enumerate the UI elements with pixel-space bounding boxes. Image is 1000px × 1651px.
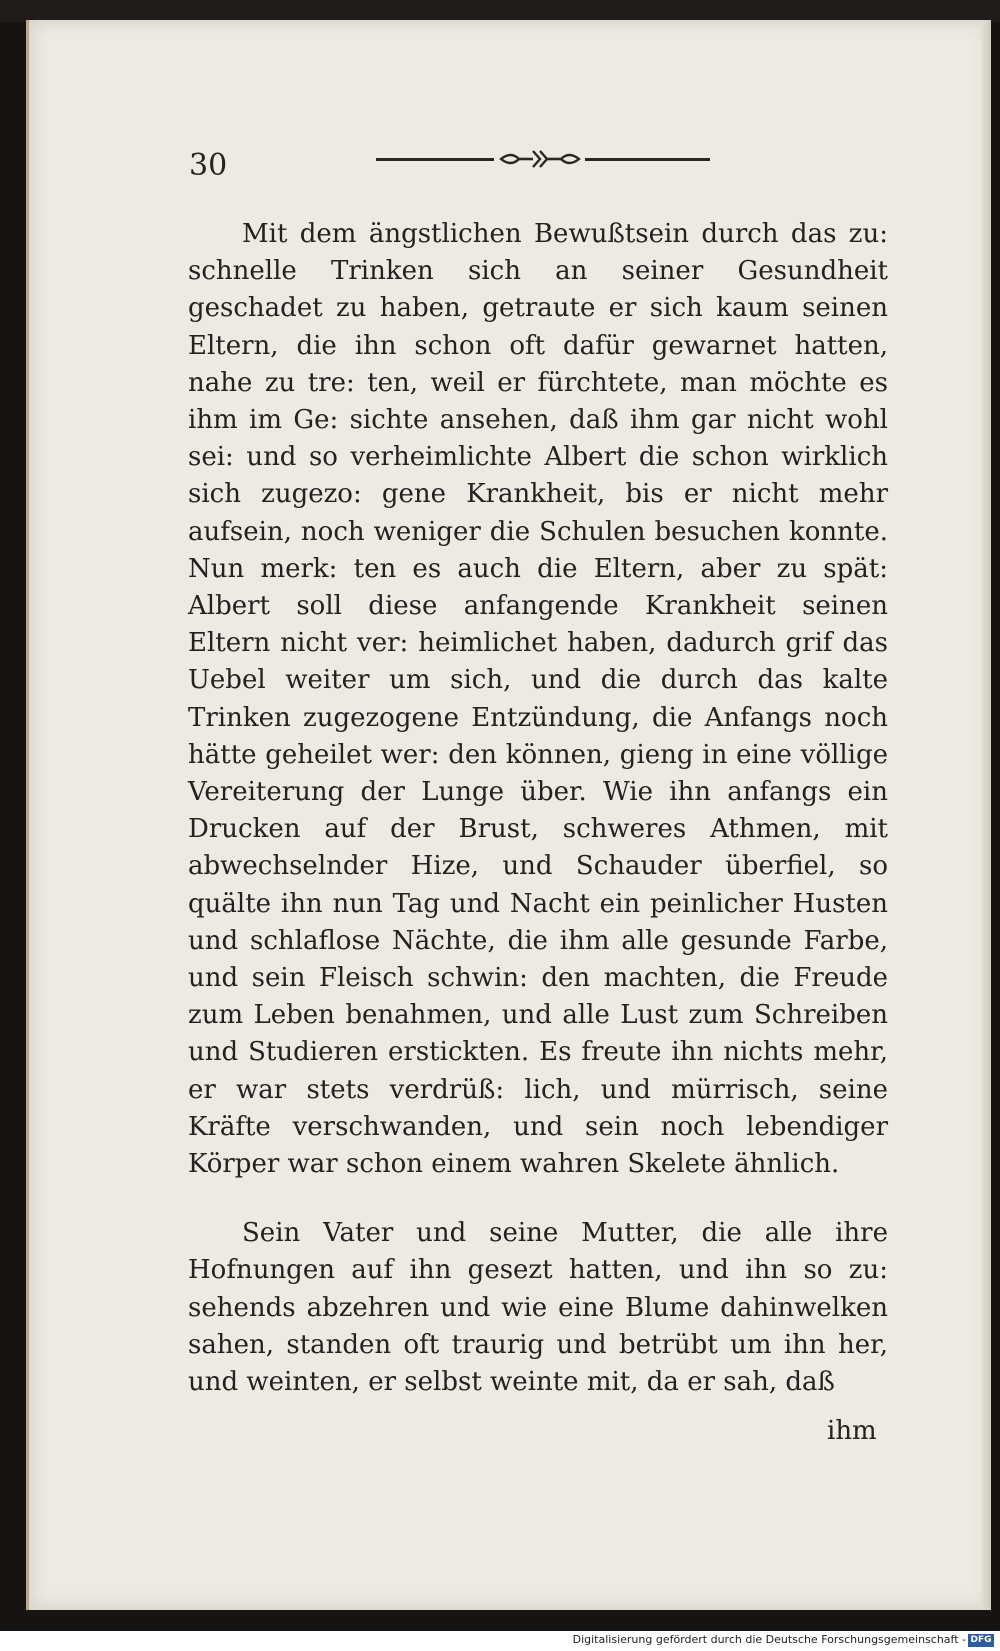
dfg-logo: DFG [968, 1634, 994, 1647]
paragraph-2: Sein Vater und seine Mutter, die alle ihre Hofnungen auf ihn gesezt hatten, und ihn so zu: sehends abzehren und wie eine Blume dahinwelken sahen, standen oft traurig und betrübt um ihn her, und weinten, er selbst weinte mit, da er sah, daß [188, 1218, 888, 1398]
body-text [188, 216, 888, 1401]
catchword: ihm [827, 1416, 877, 1446]
page-edge [981, 20, 991, 1610]
scan-top-edge [0, 0, 1000, 22]
header-rule-right [585, 158, 710, 161]
digitization-footer [0, 1631, 1000, 1651]
paragraph-1: Mit dem ängstlichen Bewußtsein durch das zu: schnelle Trinken sich an seiner Gesundheit geschadet zu haben, getraute er sich kaum seinen Eltern, die ihn schon oft dafür gewarnet hatten, nahe zu tre: ten, weil er fürchtete, man möchte es ihm im Ge: sichte ansehen, daß ihm gar nicht wohl sei: und so verheimlichte Albert die schon wirklich sich zugezo: gene Krankheit, bis er nicht mehr aufsein, noch weniger die Schulen besuchen konnte. Nun merk: ten es auch die Eltern, aber zu spät: Albert soll diese anfangende Krankheit seinen Eltern nicht ver: heimlichet haben, dadurch grif das Uebel weiter um sich, und die durch das kalte Trinken zugezogene Entzündung, die Anfangs noch hätte geheilet wer: den können, gieng in eine völlige Vereiterung der Lunge über. Wie ihn anfangs ein Drucken auf der Brust, schweres Athmen, mit abwechselnder Hize, und Schauder überfiel, so quälte ihn nun Tag und Nacht ein peinlicher Husten und schlaflose Nächte, die ihm alle gesunde Farbe, und sein Fleisch schwin: den machten, die Freude zum Leben benahmen, und alle Lust zum Schreiben und Studieren erstickten. Es freute ihn nichts mehr, er war stets verdrüß: lich, und mürrisch, seine Kräfte verschwanden, und sein noch lebendiger Körper war schon einem wahren Skelete ähnlich. [188, 219, 888, 1180]
page-number: 30 [189, 148, 228, 183]
header-ornament-icon [499, 142, 581, 176]
funding-credit: Digitalisierung gefördert durch die Deutsche Forschungsgemeinschaft - [572, 1633, 966, 1646]
book-page [26, 20, 991, 1610]
header-rule-left [376, 158, 494, 161]
